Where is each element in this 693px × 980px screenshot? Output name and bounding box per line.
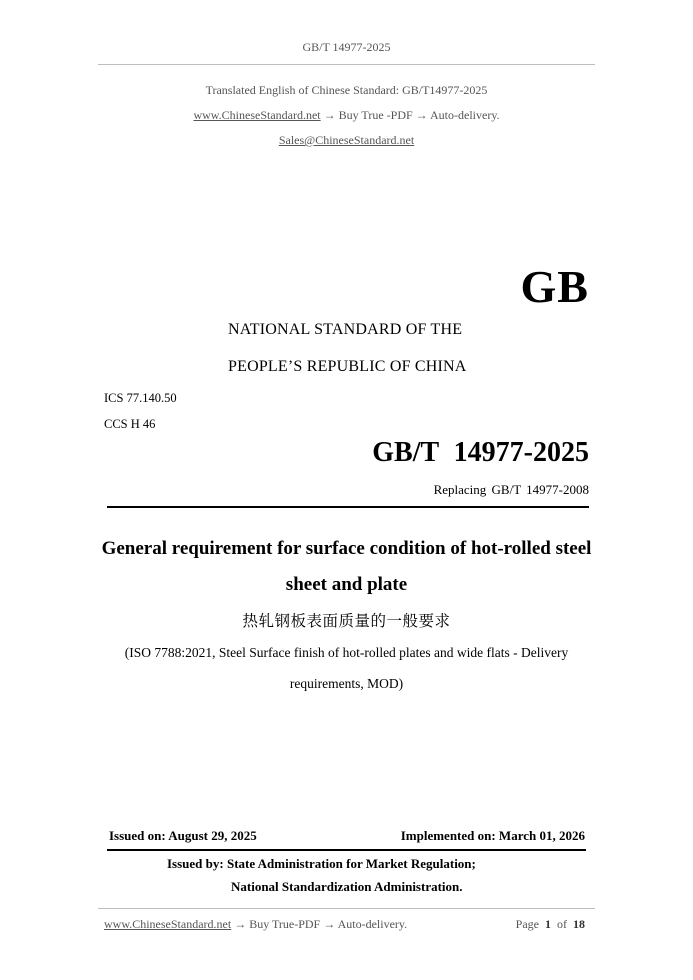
sales-line <box>0 133 693 148</box>
footer-purchase-line <box>104 917 407 932</box>
footer-divider <box>98 908 595 909</box>
gb-logo: GB <box>520 261 589 312</box>
issued-by-line-1: Issued by: State Administration for Market Regulation; <box>167 856 476 871</box>
iso-reference-line-2: requirements, MOD) <box>289 676 404 691</box>
arrow-icon: → <box>234 917 247 931</box>
translation-notice: Translated English of Chinese Standard: GB/T14977-2025 <box>205 83 488 97</box>
page-word: Page <box>515 917 539 931</box>
buy-text: Buy True -PDF <box>338 108 413 122</box>
of-word: of <box>557 917 567 931</box>
ccs-code: CCS H 46 <box>104 417 156 431</box>
national-standard-line-1: NATIONAL STANDARD OF THE <box>228 321 463 338</box>
english-title-line-2: sheet and plate <box>285 574 408 595</box>
page-indicator <box>516 917 585 932</box>
issued-by-line-2: National Standardization Administration. <box>231 879 463 894</box>
iso-reference-line-1: (ISO 7788:2021, Steel Surface finish of hot-rolled plates and wide flats - Delivery <box>124 645 569 660</box>
footer-buy-text: Buy True-PDF <box>249 917 321 931</box>
purchase-line <box>0 108 693 123</box>
header-divider <box>98 64 595 65</box>
arrow-icon: → <box>323 108 336 122</box>
footer-site-link[interactable]: www.ChineseStandard.net <box>104 917 232 931</box>
chinese-title: 热轧钢板表面质量的一般要求 <box>242 612 451 630</box>
implemented-on-date: Implemented on: March 01, 2026 <box>400 828 585 843</box>
site-link[interactable]: www.ChineseStandard.net <box>193 108 321 122</box>
sales-email-link[interactable]: Sales@ChineseStandard.net <box>278 133 415 147</box>
issued-on-date: Issued on: August 29, 2025 <box>109 828 257 843</box>
arrow-icon: → <box>415 108 428 122</box>
standard-number: GB/T 14977-2025 <box>372 437 589 468</box>
page-total: 18 <box>573 917 585 931</box>
national-standard-line-2: PEOPLE’S REPUBLIC OF CHINA <box>228 358 467 375</box>
ics-code: ICS 77.140.50 <box>104 391 177 405</box>
running-header-title: GB/T 14977-2025 <box>302 40 391 54</box>
page-number: 1 <box>545 917 551 931</box>
replacing-standard: Replacing GB/T 14977-2008 <box>433 482 589 497</box>
title-divider <box>107 506 589 508</box>
issue-divider <box>107 849 586 851</box>
arrow-icon: → <box>323 917 336 931</box>
footer-delivery-text: Auto-delivery. <box>337 917 408 931</box>
delivery-text: Auto-delivery. <box>430 108 500 122</box>
english-title-line-1: General requirement for surface condition of hot-rolled steel <box>101 538 592 559</box>
